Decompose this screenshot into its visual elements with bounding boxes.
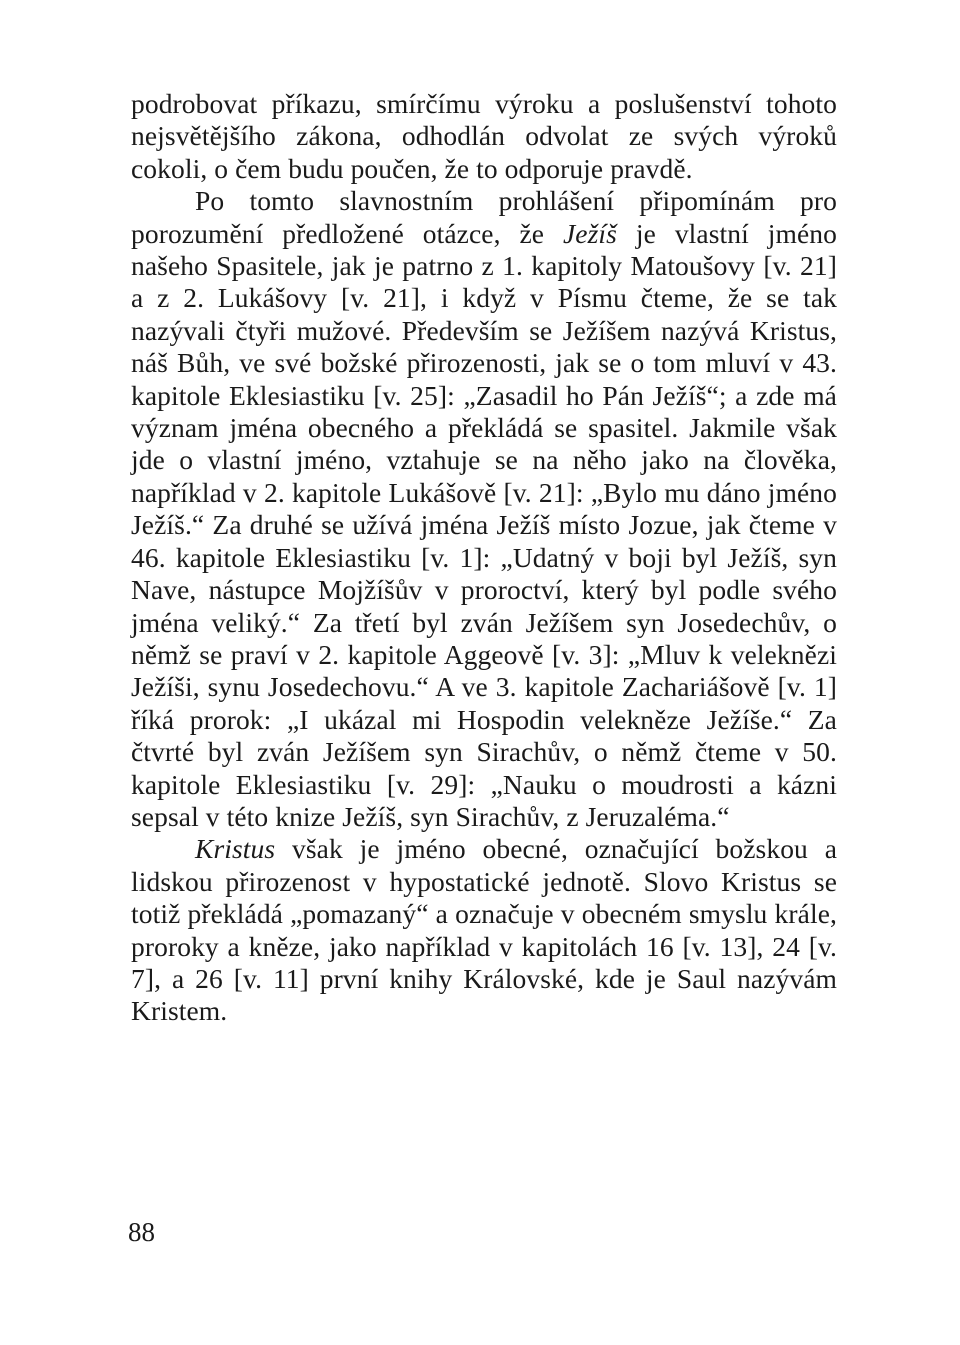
italic-term-jezis: Ježíš: [563, 217, 617, 249]
paragraph-1-text: podrobovat příkazu, smírčímu výroku a poslušenství tohoto nejsvětějšího zákona, odhodlán odvolat ze svých výroků cokoli, o čem budu poučen, že to odporuje pravdě.: [131, 88, 837, 184]
paragraph-1: [131, 88, 837, 185]
paragraph-2-text-a: Po tomto slavnostním prohlášení připomínám pro porozumění předložené otázce, že: [131, 185, 837, 249]
paragraph-2-text-b: je vlastní jméno našeho Spasitele, jak je patrno z 1. kapitoly Matoušovy [v. 21] a z 2. Lukášovy [v. 21], i když v Písmu čteme, že se tak nazývali čtyři mužové. Především se Ježíšem nazývá Kristus, náš Bůh, ve své božské přirozenosti, jak se o tom mluví v 43. kapitole Eklesiastiku [v. 25]: „Zasadil ho Pán Ježíš“; a zde má význam jména obecného a překládá se spasitel. Jakmile však jde o vlastní jméno, vztahuje se na něho jako na člověka, například v 2. kapitole Lukášově [v. 21]: „Bylo mu dáno jméno Ježíš.“ Za druhé se užívá jména Ježíš místo Jozue, jak čteme v 46. kapitole Eklesiastiku [v. 1]: „Udatný v boji byl Ježíš, syn Nave, nástupce Mojžíšův v proroctví, který byl podle svého jména veliký.“ Za třetí byl zván Ježíšem syn Josedechův, o němž se praví v 2. kapitole Aggeově [v. 3]: „Mluv k veleknězi Ježíši, synu Josedechovu.“ A ve 3. kapitole Zachariášově [v. 1] říká prorok: „I ukázal mi Hospodin velekněze Ježíše.“ Za čtvrté byl zván Ježíšem syn Sirachův, o němž čteme v 50. kapitole Eklesiastiku [v. 29]: „Nauku o moudrosti a kázni sepsal v této knize Ježíš, syn Sirachův, z Jeruzaléma.“: [131, 217, 837, 832]
italic-term-kristus: Kristus: [195, 833, 276, 865]
page-number: 88: [128, 1217, 155, 1247]
paragraph-3-text: však je jméno obecné, označující božskou a lidskou přirozenost v hypostatické jednotě. Slovo Kristus se totiž překládá „pomazaný“ a označuje v obecném smyslu krále, proroky a kněze, jako například v kapitolách 16 [v. 13], 24 [v. 7], a 26 [v. 11] první knihy Královské, kde je Saul nazývám Kristem.: [131, 833, 837, 1027]
body-text: [131, 88, 837, 1028]
paragraph-2: [131, 185, 837, 833]
paragraph-3: [131, 833, 837, 1027]
